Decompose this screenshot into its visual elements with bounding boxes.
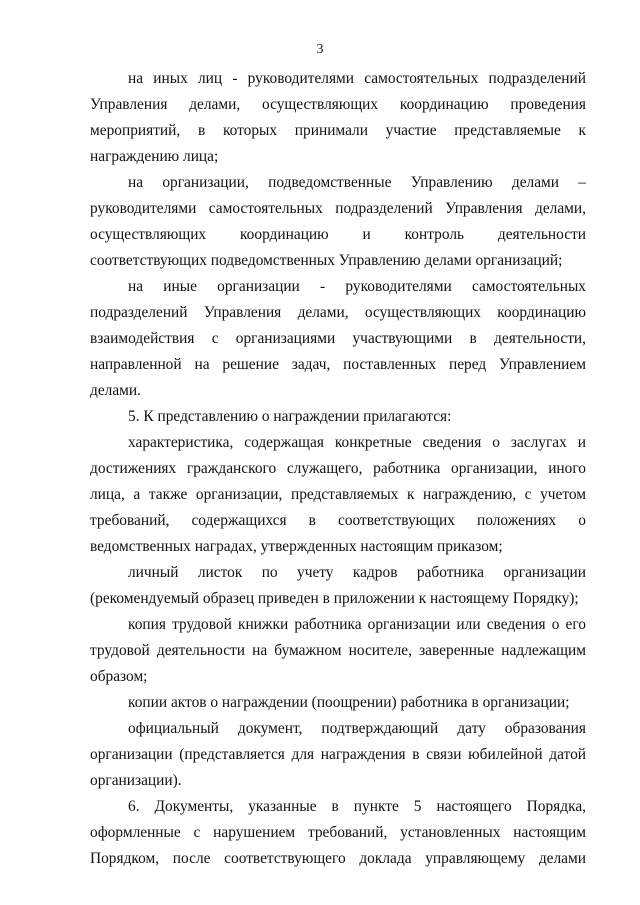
- paragraph-other-persons: на иных лиц - руководителями самостоятельных подразделений Управления делами, осуществляющих координацию проведения мероприятий, в которых принимали участие представляемые к награждению лица;: [90, 70, 586, 165]
- paragraph-item-6: 6. Документы, указанные в пункте 5 настоящего Порядка, оформленные с нарушением требований, установленных настоящим Порядком, после соответствующего доклада управляющему делами: [90, 798, 586, 867]
- paragraph-subordinate-organizations: на организации, подведомственные Управлению делами – руководителями самостоятельных подразделений Управления делами, осуществляющих координацию и контроль деятельности соответствующих подведомственных Управлению делами организаций;: [90, 174, 586, 269]
- page-number: 3: [316, 42, 324, 57]
- paragraph-other-organizations: на иные организации - руководителями самостоятельных подразделений Управления делами, осуществляющих координацию взаимодействия с организациями участвующими в деятельности, направленной на решение задач, поставленных перед Управлением делами.: [90, 278, 586, 399]
- paragraph-item-5-heading: 5. К представлению о награждении прилагаются:: [128, 408, 452, 425]
- paragraph-personnel-sheet: личный листок по учету кадров работника организации (рекомендуемый образец приведен в приложении к настоящему Порядку);: [90, 564, 586, 607]
- document-body: [90, 66, 586, 872]
- paragraph-employment-record: копия трудовой книжки работника организации или сведения о его трудовой деятельности на бумажном носителе, заверенные надлежащим образом;: [90, 616, 586, 685]
- paragraph-characteristic: характеристика, содержащая конкретные сведения о заслугах и достижениях гражданского служащего, работника организации, иного лица, а также организации, представляемых к награждению, с учетом требований, содержащихся в соответствующих положениях о ведомственных наградах, утвержденных настоящим приказом;: [90, 434, 586, 555]
- paragraph-official-document: официальный документ, подтверждающий дату образования организации (представляется для награждения в связи юбилейной датой организации).: [90, 720, 586, 789]
- paragraph-award-acts: копии актов о награждении (поощрении) работника в организации;: [128, 694, 570, 711]
